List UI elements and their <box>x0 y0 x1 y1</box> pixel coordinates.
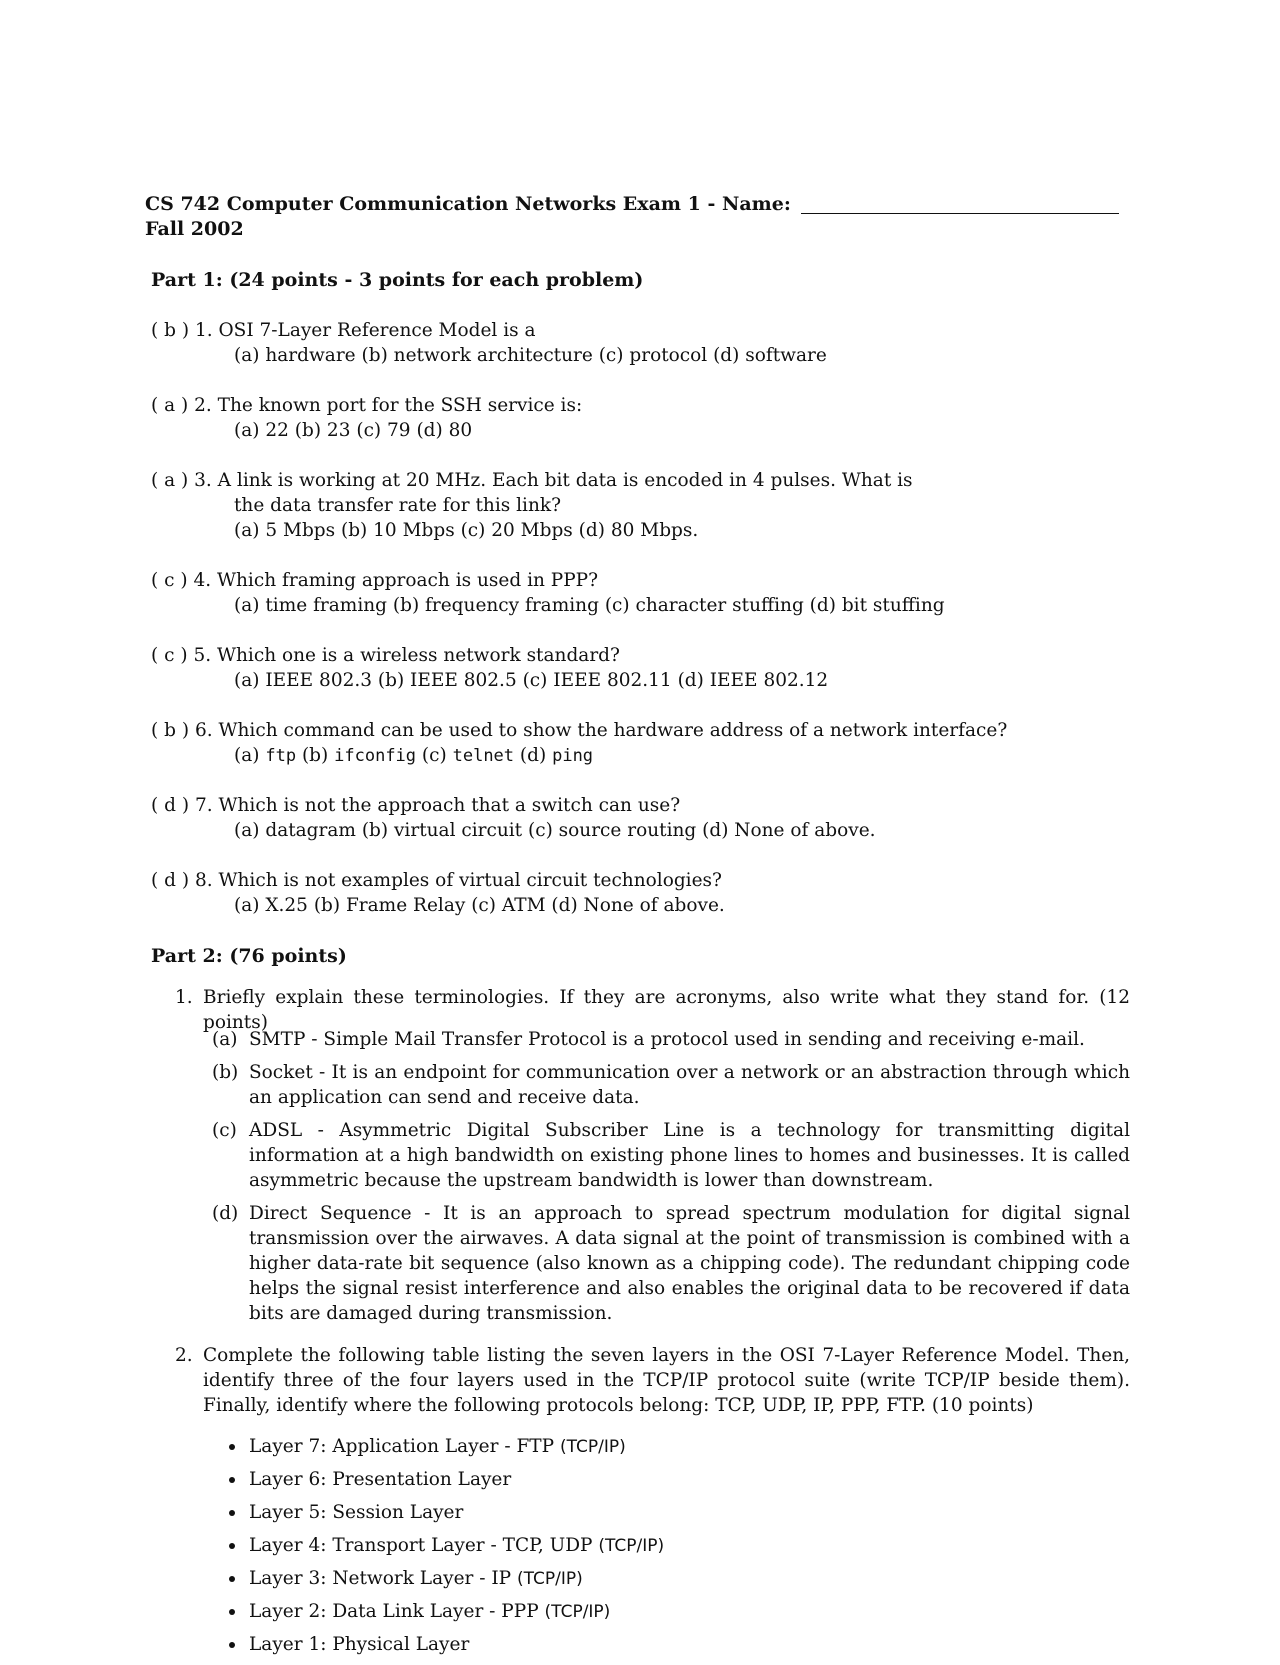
terminology-item-c <box>212 1118 1130 1193</box>
question-text: Which command can be used to show the hardware address of a network interface? <box>218 720 1008 741</box>
question-number: 1. <box>175 987 193 1008</box>
item-text: ADSL - Asymmetric Digital Subscriber Line is a technology for transmitting digital information at a high bandwidth on existing phone lines to homes and businesses. It is called asymmetric because the upstream bandwidth is lower than downstream. <box>249 1120 1130 1191</box>
question-text: Complete the following table listing the seven layers in the OSI 7-Layer Reference Model. Then, identify three of the four layers used in the TCP/IP protocol suite (write TCP/IP beside them). Finally, identify where the following protocols belong: TCP, UDP, IP, PPP, FTP. (10 points) <box>203 1345 1130 1416</box>
question-number: 2. <box>175 1345 193 1366</box>
question-text: Which is not examples of virtual circuit technologies? <box>218 870 722 891</box>
question-options: (a) IEEE 802.3 (b) IEEE 802.5 (c) IEEE 802.11 (d) IEEE 802.12 <box>234 670 829 691</box>
option-command: ping <box>552 746 594 766</box>
answer-2: ( a ) <box>151 395 189 416</box>
question-2 <box>151 393 1151 443</box>
answer-1: ( b ) <box>151 320 190 341</box>
answer-6: ( b ) <box>151 720 190 741</box>
list-item <box>226 1599 1126 1632</box>
list-item <box>226 1566 1126 1599</box>
exam-title: CS 742 Computer Communication Networks Exam 1 - Name: <box>145 193 791 215</box>
tcpip-tag: (TCP/IP) <box>598 1536 665 1556</box>
part2-question-2 <box>175 1343 1130 1418</box>
question-number: 5. <box>193 645 212 666</box>
question-text: Which is not the approach that a switch can use? <box>218 795 681 816</box>
question-number: 6. <box>194 720 213 741</box>
tcpip-tag: (TCP/IP) <box>559 1437 626 1457</box>
question-number: 2. <box>194 395 212 416</box>
answer-3: ( a ) <box>151 470 189 491</box>
tcpip-tag: (TCP/IP) <box>517 1569 583 1589</box>
question-1 <box>151 318 1151 368</box>
question-number: 4. <box>193 570 212 591</box>
option-command: telnet <box>452 746 515 766</box>
question-5 <box>151 643 1151 693</box>
list-item <box>226 1434 1126 1467</box>
question-number: 8. <box>194 870 213 891</box>
item-label: (a) <box>212 1029 238 1050</box>
question-text: A link is working at 20 MHz. Each bit data is encoded in 4 pulses. What is <box>217 470 913 491</box>
list-item <box>226 1500 1126 1533</box>
item-label: (b) <box>212 1062 239 1083</box>
option-label: (c) <box>421 745 447 766</box>
option-label: (b) <box>301 745 329 766</box>
part2-title: Part 2: (76 points) <box>151 945 347 967</box>
question-number: 3. <box>194 470 212 491</box>
bullet-icon <box>229 1510 235 1516</box>
answer-8: ( d ) <box>151 870 190 891</box>
option-command: ifconfig <box>334 746 417 766</box>
question-text: Briefly explain these terminologies. If they are acronyms, also write what they stand for. (12 points) <box>203 987 1130 1033</box>
question-text: OSI 7-Layer Reference Model is a <box>218 320 536 341</box>
option-command: ftp <box>265 746 297 766</box>
answer-4: ( c ) <box>151 570 188 591</box>
question-text-continued: the data transfer rate for this link? <box>234 495 561 516</box>
question-options: (a) datagram (b) virtual circuit (c) source routing (d) None of above. <box>234 820 876 841</box>
list-item <box>226 1467 1126 1500</box>
layer-text: Layer 1: Physical Layer <box>249 1634 470 1655</box>
question-8 <box>151 868 1151 918</box>
question-number: 7. <box>194 795 213 816</box>
name-field[interactable] <box>801 195 1119 214</box>
answer-7: ( d ) <box>151 795 190 816</box>
layer-text: Layer 4: Transport Layer - TCP, UDP <box>249 1535 593 1556</box>
layer-text: Layer 7: Application Layer - FTP <box>249 1436 555 1457</box>
layer-text: Layer 3: Network Layer - IP <box>249 1568 512 1589</box>
item-text: Socket - It is an endpoint for communication over a network or an abstraction through which an application can send and receive data. <box>249 1062 1130 1108</box>
layer-text: Layer 6: Presentation Layer <box>249 1469 512 1490</box>
item-label: (c) <box>212 1120 237 1141</box>
question-4 <box>151 568 1151 618</box>
bullet-icon <box>229 1444 235 1450</box>
option-label: (d) <box>519 745 547 766</box>
question-options <box>151 743 1151 769</box>
question-options: (a) 5 Mbps (b) 10 Mbps (c) 20 Mbps (d) 80 Mbps. <box>234 520 699 541</box>
item-label: (d) <box>212 1203 239 1224</box>
question-text: Which framing approach is used in PPP? <box>217 570 599 591</box>
question-options: (a) time framing (b) frequency framing (c) character stuffing (d) bit stuffing <box>234 595 945 616</box>
osi-layer-list <box>226 1434 1126 1665</box>
question-number: 1. <box>194 320 213 341</box>
bullet-icon <box>229 1609 235 1615</box>
question-6 <box>151 718 1151 769</box>
terminology-item-d <box>212 1201 1130 1326</box>
exam-header <box>145 192 1125 242</box>
question-text: The known port for the SSH service is: <box>217 395 583 416</box>
part1-title: Part 1: (24 points - 3 points for each problem) <box>151 269 644 291</box>
bullet-icon <box>229 1576 235 1582</box>
question-options: (a) 22 (b) 23 (c) 79 (d) 80 <box>234 420 473 441</box>
question-text: Which one is a wireless network standard? <box>217 645 620 666</box>
terminology-item-b <box>212 1060 1130 1110</box>
bullet-icon <box>229 1642 235 1648</box>
item-text: Direct Sequence - It is an approach to spread spectrum modulation for digital signal transmission over the airwaves. A data signal at the point of transmission is combined with a higher data-rate bit sequence (also known as a chipping code). The redundant chipping code helps the signal resist interference and also enables the original data to be recovered if data bits are damaged during transmission. <box>249 1203 1130 1324</box>
tcpip-tag: (TCP/IP) <box>544 1602 611 1622</box>
title-line <box>145 192 1125 217</box>
layer-text: Layer 5: Session Layer <box>249 1502 464 1523</box>
semester: Fall 2002 <box>145 218 244 240</box>
layer-text: Layer 2: Data Link Layer - PPP <box>249 1601 539 1622</box>
option-label: (a) <box>234 745 260 766</box>
terminology-item-a <box>212 1027 1130 1052</box>
bullet-icon <box>229 1543 235 1549</box>
bullet-icon <box>229 1477 235 1483</box>
answer-5: ( c ) <box>151 645 188 666</box>
question-3 <box>151 468 1151 543</box>
item-text: SMTP - Simple Mail Transfer Protocol is a protocol used in sending and receiving e-mail. <box>249 1029 1085 1050</box>
list-item <box>226 1533 1126 1566</box>
list-item <box>226 1632 1126 1665</box>
question-options: (a) hardware (b) network architecture (c) protocol (d) software <box>234 345 827 366</box>
question-options: (a) X.25 (b) Frame Relay (c) ATM (d) None of above. <box>234 895 725 916</box>
question-7 <box>151 793 1151 843</box>
